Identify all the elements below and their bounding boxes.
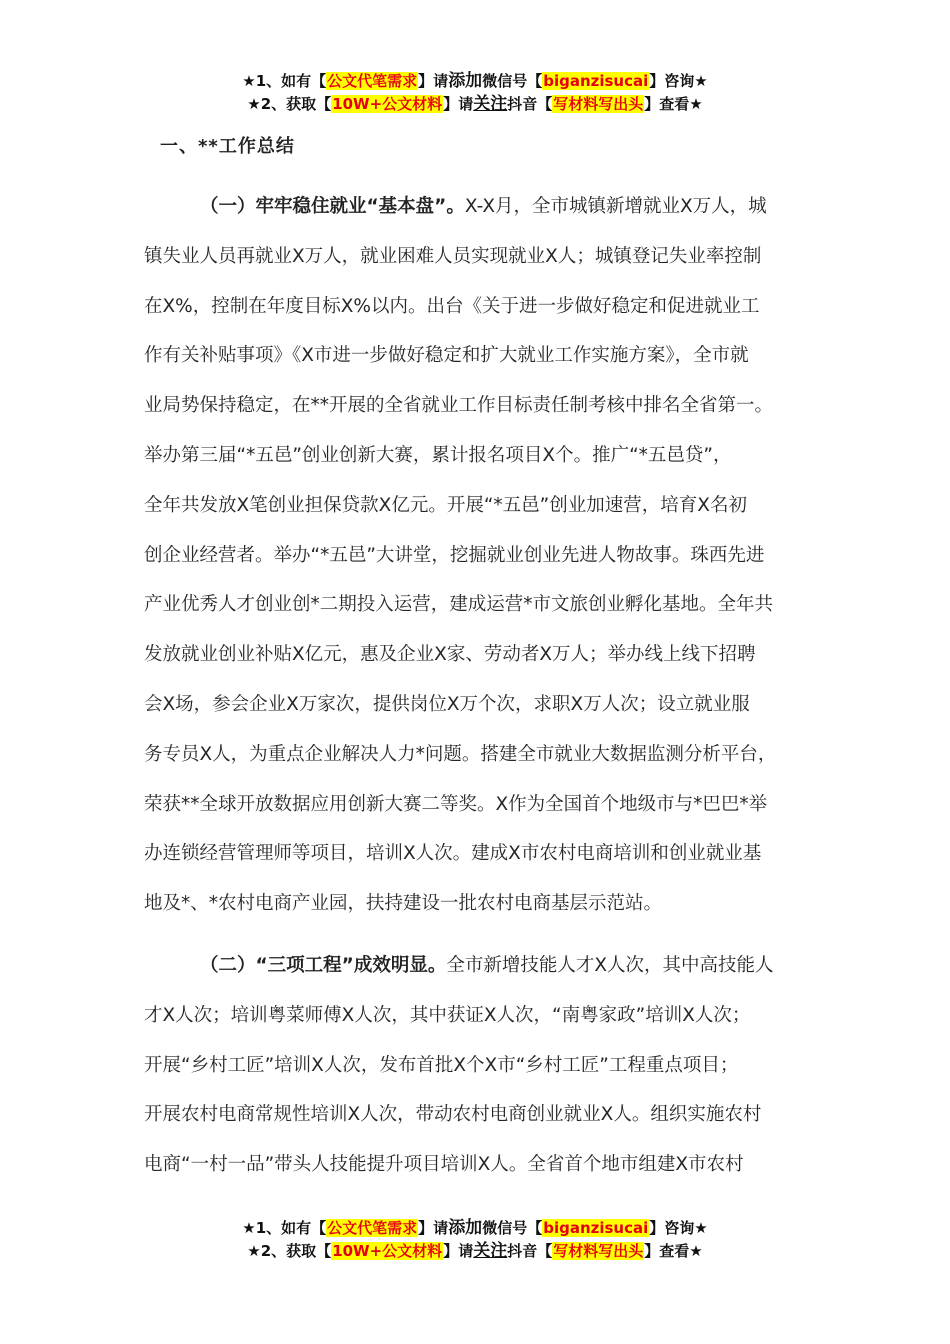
paragraph-line: 创企业经营者。举办“*五邑”大讲堂，挖掘就业创业先进人物故事。珠西先进 (144, 544, 765, 566)
paragraph-line: 镇失业人员再就业X万人，就业困难人员实现就业X人；城镇登记失业率控制 (144, 245, 762, 267)
paragraph-line: 举办第三届“*五邑”创业创新大赛，累计报名项目X个。推广“*五邑贷”， (144, 444, 732, 466)
banner-emphasis: 关注 (473, 94, 508, 114)
banner-emphasis: 添加 (448, 1218, 483, 1238)
paragraph-line: 务专员X人，为重点企业解决人力*问题。搭建全市就业大数据监测分析平台， (144, 743, 777, 765)
paragraph-line: 作有关补贴事项》《X市进一步做好稳定和扩大就业工作实施方案》，全市就 (144, 345, 749, 367)
banner-text: 】咨询★ (649, 1219, 708, 1237)
banner-emphasis: 关注 (473, 1241, 508, 1261)
banner-douyin-id: 写材料写出头 (553, 1242, 644, 1260)
paragraph-line: 业局势保持稳定，在**开展的全省就业工作目标责任制考核中排名全省第一。 (144, 395, 774, 417)
paragraph-line: 才X人次；培训粤菜师傅X人次，其中获证X人次，“南粤家政”培训X人次； (144, 1004, 751, 1026)
banner-text: ★2、获取【 (247, 1242, 332, 1260)
banner-highlight: 公文代笔需求 (327, 72, 418, 90)
banner-douyin-id: 写材料写出头 (553, 95, 644, 113)
paragraph-line: 全市新增技能人才X人次，其中高技能人 (446, 955, 774, 976)
banner-text: 抖音【 (507, 1242, 553, 1260)
paragraph-line: 产业优秀人才创业创*二期投入运营，建成运营*市文旅创业孵化基地。全年共 (144, 594, 774, 616)
banner-text: 抖音【 (507, 95, 553, 113)
banner-text: 】请 (443, 1242, 474, 1260)
banner-text: 微信号【 (482, 1219, 543, 1237)
paragraph-lead: （二）“三项工程”成效明显。 (200, 955, 447, 976)
paragraph-line: 在X%，控制在年度目标X%以内。出台《关于进一步做好稳定和促进就业工 (144, 295, 760, 317)
paragraph-line: 全年共发放X笔创业担保贷款X亿元。开展“*五邑”创业加速营，培育X名初 (144, 494, 747, 516)
banner-text: 微信号【 (482, 72, 543, 90)
paragraph-lead: （一）牢牢稳住就业“基本盘”。 (200, 196, 465, 217)
banner-line-2 (0, 93, 950, 116)
paragraph-line: 电商“一村一品”带头人技能提升项目培训X人。全省首个地市组建X市农村 (144, 1154, 744, 1176)
banner-text: 】查看★ (644, 95, 703, 113)
section-heading: 一、**工作总结 (160, 136, 295, 157)
paragraph-line: 发放就业创业补贴X亿元，惠及企业X家、劳动者X万人；举办线上线下招聘 (144, 644, 756, 666)
banner-highlight: 10W+公文材料 (332, 95, 443, 113)
paragraph-first-line (144, 182, 824, 232)
paragraph-line: 会X场，参会企业X万家次，提供岗位X万个次，求职X万人次；设立就业服 (144, 693, 750, 715)
paragraph-three-projects (144, 941, 824, 1190)
paragraph-line: 荣获**全球开放数据应用创新大赛二等奖。X作为全国首个地级市与*巴巴*举 (144, 793, 768, 815)
banner-text: ★2、获取【 (247, 95, 332, 113)
banner-text: ★1、如有【 (242, 72, 327, 90)
banner-highlight: 10W+公文材料 (332, 1242, 443, 1260)
paragraph-line: 地及*、*农村电商产业园，扶持建设一批农村电商基层示范站。 (144, 893, 663, 915)
top-banner (0, 70, 950, 116)
bottom-banner (0, 1217, 950, 1263)
banner-text: 】咨询★ (649, 72, 708, 90)
paragraph-employment (144, 182, 824, 929)
banner-wechat-id: biganzisucai (543, 1219, 649, 1237)
paragraph-line: 开展“乡村工匠”培训X人次，发布首批X个X市“乡村工匠”工程重点项目； (144, 1054, 739, 1076)
paragraph-line: X-X月，全市城镇新增就业X万人，城 (464, 196, 767, 217)
paragraph-line: 开展农村电商常规性培训X人次，带动农村电商创业就业X人。组织实施农村 (144, 1104, 762, 1126)
banner-line-1 (0, 1217, 950, 1240)
paragraph-line: 办连锁经营管理师等项目，培训X人次。建成X市农村电商培训和创业就业基 (144, 843, 762, 865)
banner-text: 】请 (418, 72, 449, 90)
banner-line-1 (0, 70, 950, 93)
banner-text: 】请 (418, 1219, 449, 1237)
banner-highlight: 公文代笔需求 (327, 1219, 418, 1237)
banner-text: 】查看★ (644, 1242, 703, 1260)
banner-emphasis: 添加 (448, 71, 483, 91)
paragraph-first-line (144, 941, 824, 991)
banner-text: 】请 (443, 95, 474, 113)
banner-line-2 (0, 1240, 950, 1263)
banner-text: ★1、如有【 (242, 1219, 327, 1237)
banner-wechat-id: biganzisucai (543, 72, 649, 90)
